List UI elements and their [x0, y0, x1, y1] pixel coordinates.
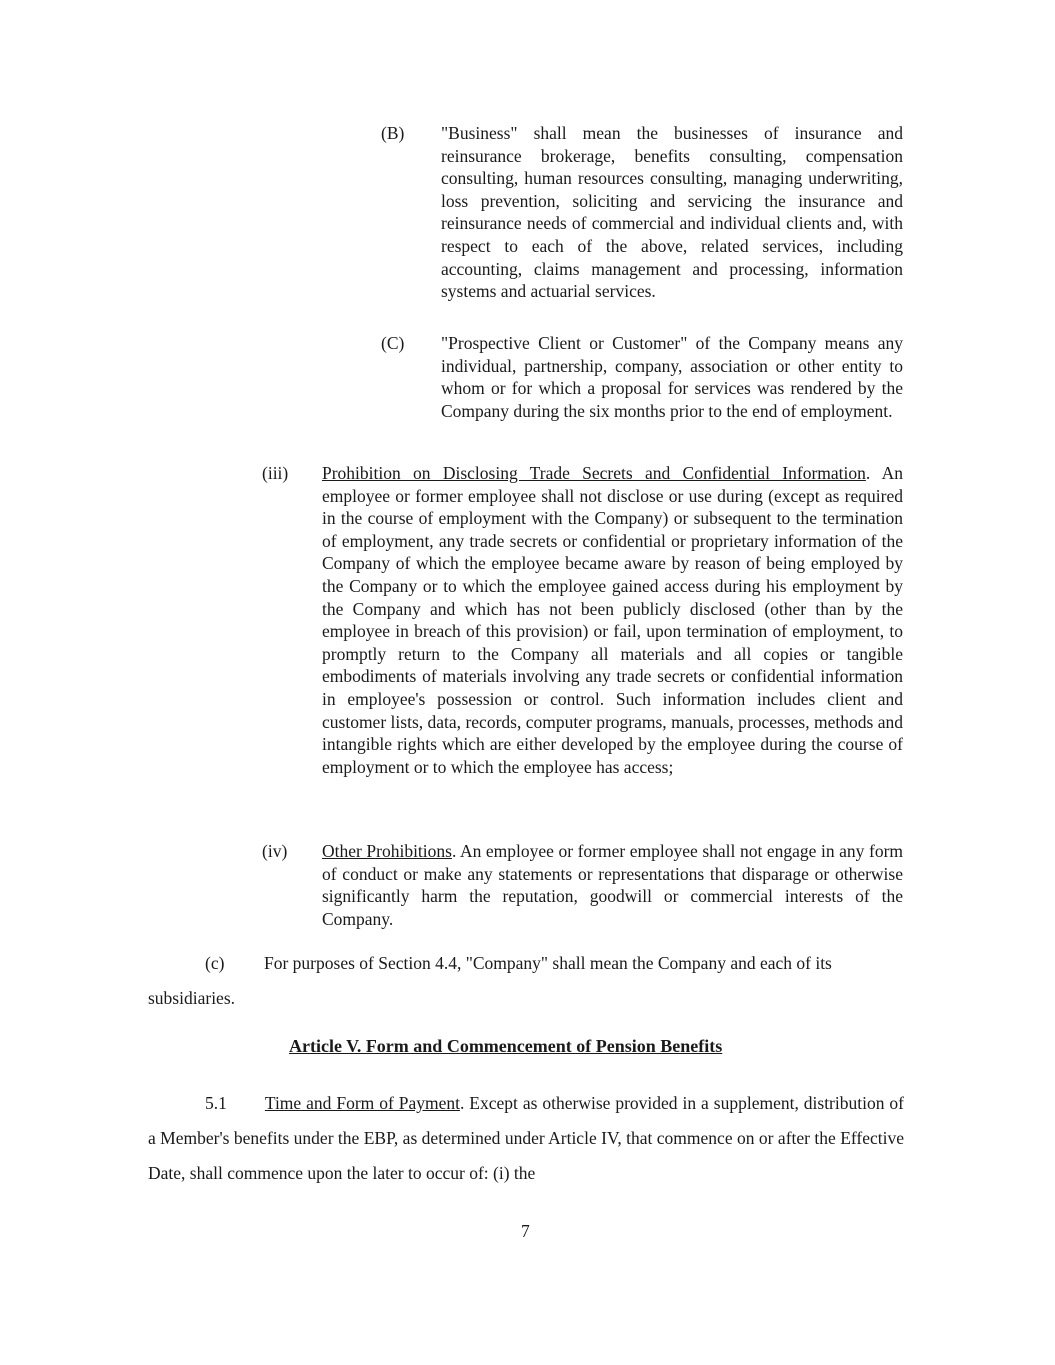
item-label-iv: (iv) — [262, 841, 288, 861]
item-label-iii: (iii) — [262, 463, 289, 483]
item-text-iii: . An employee or former employee shall not disclose or use during (except as required in the course of employment with the Company) or subsequent to the termination of employment, any trade secrets or confidential or proprietary information of the Company of which the employee became aware by reason of being employed by the Company or to which the employee gained access during his employment by the Company and which has not been publicly disclosed (other than by the employee in breach of this provision) or fail, upon termination of employment, to promptly return to the Company all materials and all copies or tangible embodiments of materials involving any trade secrets or confidential information in employee's possession or control. Such information includes client and customer lists, data, records, computer programs, manuals, processes, methods and intangible rights which are either developed by the employee during the course of employment or to which the employee has access; — [322, 463, 903, 777]
section-title: Time and Form of Payment — [264, 1093, 460, 1113]
item-title-iii: Prohibition on Disclosing Trade Secrets and Confidential Information — [322, 463, 866, 483]
item-label-C: (C) — [381, 333, 405, 353]
item-text-iv: . An employee or former employee shall not engage in any form of conduct or make any statements or representations that disparage or otherwise significantly harm the reputation, goodwill or commercial interests of the Company. — [322, 841, 904, 929]
item-paragraph-iii — [322, 462, 903, 778]
item-text-C: "Prospective Client or Customer" of the Company means any individual, partnership, company, association or other entity to whom or for which a proposal for services was rendered by the Company during the six months prior to the end of employment. — [441, 333, 903, 421]
item-paragraph-iv — [322, 840, 903, 930]
item-label-B: (B) — [381, 123, 405, 143]
section-text: . Except as otherwise provided in a supplement, distribution of a Member's benefits under the EBP, as determined under Article IV, that commence on or after the Effective Date, shall commence upon the later to occur of: (i) the — [148, 1093, 904, 1183]
item-label-c: (c) — [205, 953, 225, 973]
item-text-c-line2: subsidiaries. — [148, 988, 236, 1008]
item-text-B: "Business" shall mean the businesses of insurance and reinsurance brokerage, benefits consulting, compensation consulting, human resources consulting, managing underwriting, loss prevention, soliciting and servicing the insurance and reinsurance needs of commercial and individual clients and, with respect to each of the above, related services, including accounting, claims management and processing, information systems and actuarial services. — [441, 123, 903, 302]
article-heading: Article V. Form and Commencement of Pension Benefits — [289, 1036, 723, 1056]
page-number: 7 — [521, 1221, 530, 1241]
item-text-c-line1: For purposes of Section 4.4, "Company" shall mean the Company and each of its — [264, 953, 832, 973]
section-number: 5.1 — [205, 1093, 227, 1113]
section-5-1-paragraph — [148, 1086, 904, 1191]
item-title-iv: Other Prohibitions — [322, 841, 452, 861]
